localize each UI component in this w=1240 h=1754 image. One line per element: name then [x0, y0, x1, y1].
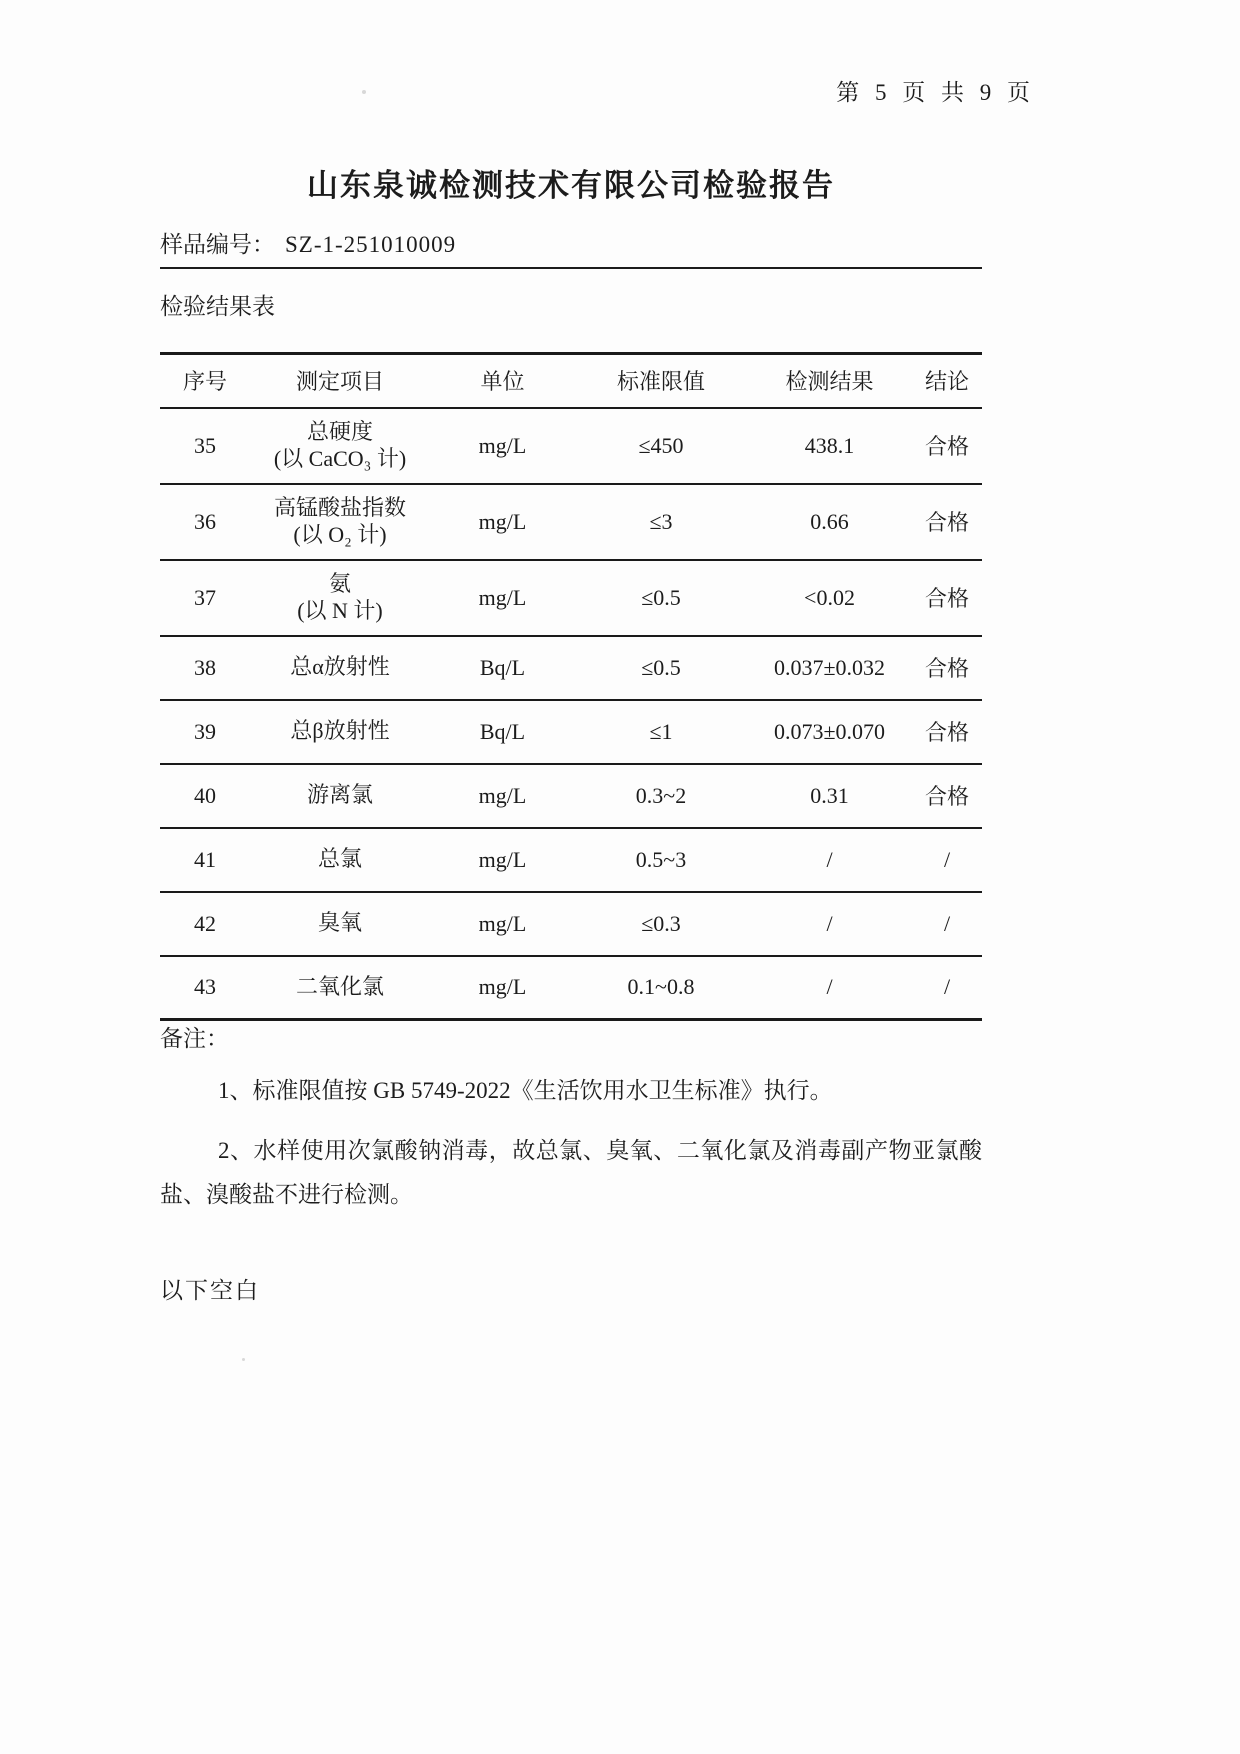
cell-unit: mg/L: [430, 828, 575, 892]
item-name: 氨: [328, 571, 351, 597]
cell-no: 43: [194, 974, 216, 1000]
column-header-no: 序号: [160, 354, 250, 408]
cell-unit: mg/L: [430, 560, 575, 636]
results-table: [160, 352, 982, 1021]
item-name: 总氯: [317, 846, 362, 872]
cell-conclusion: /: [912, 828, 982, 892]
sample-number-line: [160, 226, 982, 269]
cell-item: [250, 956, 430, 1020]
cell-result: 0.31: [747, 764, 912, 828]
cell-item: [250, 636, 430, 700]
cell-no: 42: [160, 892, 250, 956]
column-header-item: 测定项目: [250, 354, 430, 408]
cell-no: 36: [160, 484, 250, 560]
scan-artifact: [362, 90, 366, 94]
blank-below-marker: 以下空白: [160, 1278, 260, 1303]
table-row: [160, 956, 982, 1020]
page-number: 第 5 页 共 9 页: [836, 80, 1035, 105]
cell-limit: 0.5~3: [575, 828, 747, 892]
remark-item: 2、水样使用次氯酸钠消毒，故总氯、臭氧、二氧化氯及消毒副产物亚氯酸盐、溴酸盐不进行检测。: [160, 1138, 982, 1207]
cell-limit: 0.3~2: [575, 764, 747, 828]
cell-unit: mg/L: [430, 484, 575, 560]
cell-unit: Bq/L: [430, 700, 575, 764]
cell-unit: mg/L: [478, 974, 527, 1000]
item-basis: (以 O₂ 计): [293, 521, 387, 547]
cell-item: [250, 408, 430, 484]
cell-limit: ≤1: [575, 700, 747, 764]
cell-no: 41: [160, 828, 250, 892]
cell-unit: mg/L: [430, 408, 575, 484]
cell-conclusion: /: [912, 892, 982, 956]
cell-result: <0.02: [747, 560, 912, 636]
cell-no: 39: [160, 700, 250, 764]
cell-conclusion: 合格: [912, 484, 982, 560]
cell-item: [250, 560, 430, 636]
item-name: 游离氯: [306, 782, 373, 808]
cell-unit: mg/L: [430, 764, 575, 828]
cell-item: [250, 484, 430, 560]
cell-limit: ≤450: [575, 408, 747, 484]
item-basis: (以 N 计): [297, 597, 383, 623]
cell-no: 37: [160, 560, 250, 636]
item-name: 总硬度: [306, 419, 373, 445]
table-row: [160, 636, 982, 700]
table-row: [160, 408, 982, 484]
cell-conclusion: 合格: [912, 764, 982, 828]
item-name: 二氧化氯: [295, 974, 384, 1000]
cell-no: 40: [160, 764, 250, 828]
cell-conclusion: 合格: [912, 700, 982, 764]
cell-unit: Bq/L: [430, 636, 575, 700]
scan-artifact: [242, 1358, 245, 1361]
item-name: 臭氧: [317, 910, 362, 936]
cell-item: [250, 892, 430, 956]
column-header-unit: 单位: [430, 354, 575, 408]
remark-item: 1、标准限值按 GB 5749-2022《生活饮用水卫生标准》执行。: [218, 1078, 833, 1103]
remarks-label: 备注：: [160, 1026, 229, 1051]
cell-item: [250, 764, 430, 828]
table-row: [160, 892, 982, 956]
cell-no: 38: [160, 636, 250, 700]
cell-result: /: [826, 974, 833, 1000]
remarks-section: [160, 1020, 982, 1217]
cell-result: 0.073±0.070: [747, 700, 912, 764]
table-row: [160, 700, 982, 764]
cell-conclusion: 合格: [912, 636, 982, 700]
column-header-conclusion: 结论: [912, 354, 982, 408]
cell-limit: ≤0.5: [575, 560, 747, 636]
table-row: [160, 560, 982, 636]
table-row: [160, 484, 982, 560]
cell-conclusion: /: [943, 974, 951, 1000]
cell-result: 0.66: [747, 484, 912, 560]
item-name: 总β放射性: [290, 718, 390, 744]
cell-limit: ≤3: [575, 484, 747, 560]
cell-result: /: [747, 828, 912, 892]
table-row: [160, 764, 982, 828]
table-header-row: [160, 354, 982, 408]
cell-result: 438.1: [747, 408, 912, 484]
cell-limit: 0.1~0.8: [627, 974, 695, 1000]
cell-item: [250, 700, 430, 764]
cell-result: 0.037±0.032: [747, 636, 912, 700]
item-basis: (以 CaCO₃ 计): [273, 445, 407, 471]
sample-number-label: 样品编号：: [160, 232, 275, 257]
column-header-limit: 标准限值: [575, 354, 747, 408]
item-name: 高锰酸盐指数: [273, 495, 406, 521]
cell-unit: mg/L: [430, 892, 575, 956]
cell-conclusion: 合格: [912, 408, 982, 484]
item-name: 总α放射性: [290, 654, 390, 680]
cell-conclusion: 合格: [912, 560, 982, 636]
results-table-title: 检验结果表: [160, 294, 275, 319]
cell-no: 35: [160, 408, 250, 484]
table-row: [160, 828, 982, 892]
sample-number-value: SZ-1-251010009: [285, 232, 457, 257]
cell-item: [250, 828, 430, 892]
cell-limit: ≤0.5: [575, 636, 747, 700]
column-header-result: 检测结果: [747, 354, 912, 408]
report-title: 山东泉诚检测技术有限公司检验报告: [307, 168, 835, 203]
cell-result: /: [747, 892, 912, 956]
cell-limit: ≤0.3: [575, 892, 747, 956]
